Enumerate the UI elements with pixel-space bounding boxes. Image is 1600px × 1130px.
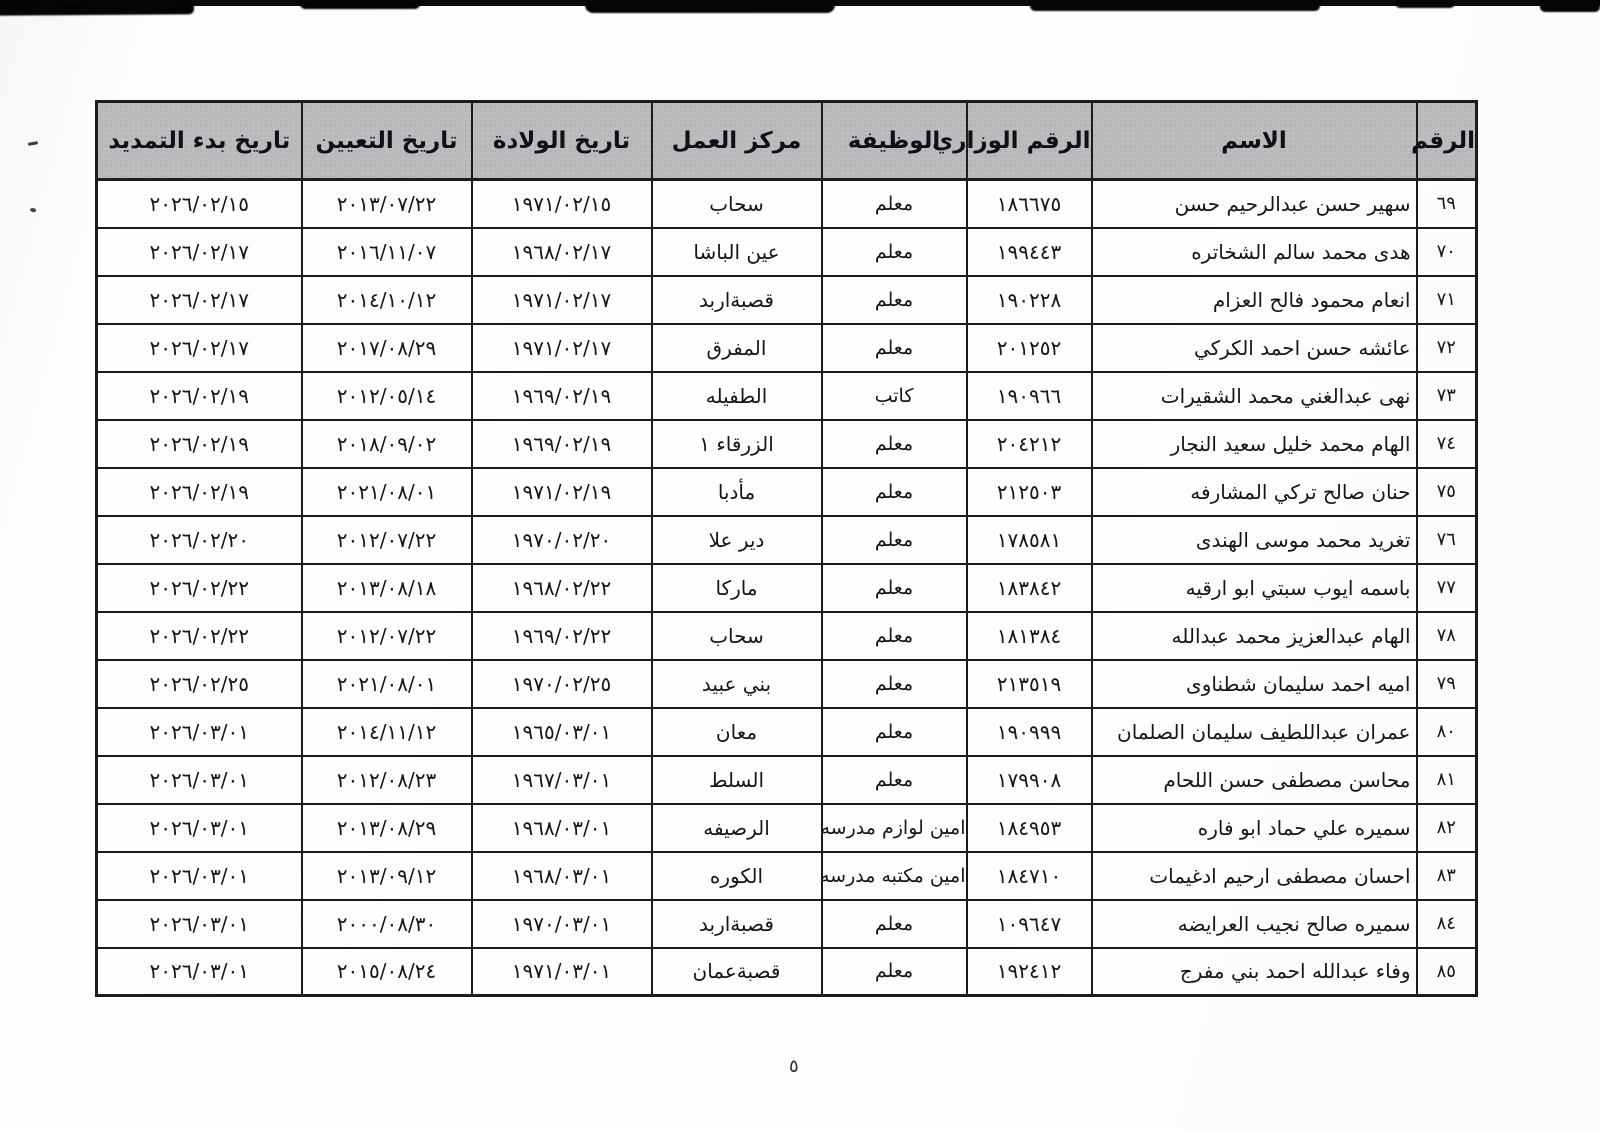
extension-date-cell: ٢٠٢٦/٠٣/٠١ [97,948,302,996]
name-cell: سميره صالح نجيب العرايضه [1092,900,1417,948]
job-cell: معلم [822,180,967,228]
work-center-cell: الرصيفه [652,804,822,852]
table-row [97,516,1477,564]
row-number-cell: ٧٢ [1417,324,1477,372]
header-job: الوظيفة [822,102,967,180]
birth-date-cell: ١٩٦٨/٠٢/١٧ [472,228,652,276]
table-header-row [97,102,1477,180]
appointment-date-cell: ٢٠١٦/١١/٠٧ [302,228,472,276]
appointment-date-cell: ٢٠١٣/٠٨/٢٩ [302,804,472,852]
work-center-cell: سحاب [652,180,822,228]
extension-date-cell: ٢٠٢٦/٠٢/١٩ [97,468,302,516]
birth-date-cell: ١٩٦٨/٠٣/٠١ [472,804,652,852]
extension-date-cell: ٢٠٢٦/٠٣/٠١ [97,900,302,948]
extension-date-cell: ٢٠٢٦/٠٢/١٩ [97,420,302,468]
extension-date-cell: ٢٠٢٦/٠٢/٢٠ [97,516,302,564]
extension-date-cell: ٢٠٢٦/٠٣/٠١ [97,852,302,900]
row-number-cell: ٧٨ [1417,612,1477,660]
table-row [97,900,1477,948]
name-cell: انعام محمود فالح العزام [1092,276,1417,324]
job-cell: معلم [822,564,967,612]
appointment-date-cell: ٢٠٠٠/٠٨/٣٠ [302,900,472,948]
table-row [97,324,1477,372]
ministry-number-cell: ١٩٠٢٢٨ [967,276,1092,324]
table-row [97,468,1477,516]
birth-date-cell: ١٩٦٨/٠٣/٠١ [472,852,652,900]
row-number-cell: ٧١ [1417,276,1477,324]
work-center-cell: قصبةاربد [652,276,822,324]
ministry-number-cell: ١٠٩٦٤٧ [967,900,1092,948]
extension-date-cell: ٢٠٢٦/٠٣/٠١ [97,756,302,804]
page-number: ٥ [789,1056,799,1077]
table-row [97,660,1477,708]
ministry-number-cell: ١٧٨٥٨١ [967,516,1092,564]
work-center-cell: معان [652,708,822,756]
name-cell: نهى عبدالغني محمد الشقيرات [1092,372,1417,420]
name-cell: حنان صالح تركي المشارفه [1092,468,1417,516]
birth-date-cell: ١٩٦٧/٠٣/٠١ [472,756,652,804]
birth-date-cell: ١٩٧٠/٠٢/٢٥ [472,660,652,708]
header-extension-date: تاريخ بدء التمديد [97,102,302,180]
ministry-number-cell: ١٨٤٧١٠ [967,852,1092,900]
appointment-date-cell: ٢٠١٢/٠٧/٢٢ [302,612,472,660]
appointment-date-cell: ٢٠١٤/١١/١٢ [302,708,472,756]
row-number-cell: ٨٤ [1417,900,1477,948]
birth-date-cell: ١٩٧١/٠٢/١٥ [472,180,652,228]
row-number-cell: ٨٣ [1417,852,1477,900]
ministry-number-cell: ٢٠١٢٥٢ [967,324,1092,372]
header-appointment-date: تاريخ التعيين [302,102,472,180]
appointment-date-cell: ٢٠١٧/٠٨/٢٩ [302,324,472,372]
birth-date-cell: ١٩٧١/٠٢/١٧ [472,276,652,324]
work-center-cell: عين الباشا [652,228,822,276]
extension-start-dates-table [95,100,1478,997]
row-number-cell: ٧٣ [1417,372,1477,420]
name-cell: الهام عبدالعزيز محمد عبدالله [1092,612,1417,660]
table-row [97,756,1477,804]
extension-date-cell: ٢٠٢٦/٠٢/٢٥ [97,660,302,708]
scan-blob [1395,0,1455,8]
birth-date-cell: ١٩٧١/٠٣/٠١ [472,948,652,996]
job-cell: امين لوازم مدرسه [822,804,967,852]
appointment-date-cell: ٢٠٢١/٠٨/٠١ [302,468,472,516]
appointment-date-cell: ٢٠١٨/٠٩/٠٢ [302,420,472,468]
ministry-number-cell: ١٨٦٦٧٥ [967,180,1092,228]
job-cell: معلم [822,756,967,804]
work-center-cell: السلط [652,756,822,804]
extension-date-cell: ٢٠٢٦/٠٣/٠١ [97,804,302,852]
job-cell: معلم [822,660,967,708]
name-cell: الهام محمد خليل سعيد النجار [1092,420,1417,468]
birth-date-cell: ١٩٦٩/٠٢/١٩ [472,372,652,420]
row-number-cell: ٨٠ [1417,708,1477,756]
birth-date-cell: ١٩٧١/٠٢/١٧ [472,324,652,372]
table-row [97,180,1477,228]
job-cell: معلم [822,276,967,324]
name-cell: باسمه ايوب سبتي ابو ارقيه [1092,564,1417,612]
job-cell: كاتب [822,372,967,420]
table-row [97,228,1477,276]
job-cell: معلم [822,708,967,756]
scan-blob [1030,0,1320,11]
job-cell: معلم [822,900,967,948]
appointment-date-cell: ٢٠٢١/٠٨/٠١ [302,660,472,708]
table-row [97,612,1477,660]
row-number-cell: ٧٥ [1417,468,1477,516]
scan-artifact-top-band [0,0,1600,6]
table-row [97,564,1477,612]
work-center-cell: مأدبا [652,468,822,516]
extension-date-cell: ٢٠٢٦/٠٢/٢٢ [97,564,302,612]
scan-blob [0,0,194,16]
appointment-date-cell: ٢٠١٣/٠٩/١٢ [302,852,472,900]
work-center-cell: قصبةاربد [652,900,822,948]
job-cell: معلم [822,228,967,276]
ministry-number-cell: ١٩٠٩٦٦ [967,372,1092,420]
appointment-date-cell: ٢٠١٣/٠٧/٢٢ [302,180,472,228]
appointment-date-cell: ٢٠١٢/٠٨/٢٣ [302,756,472,804]
row-number-cell: ٦٩ [1417,180,1477,228]
row-number-cell: ٧٩ [1417,660,1477,708]
job-cell: امين مكتبه مدرسه [822,852,967,900]
work-center-cell: دير علا [652,516,822,564]
work-center-cell: قصبةعمان [652,948,822,996]
appointment-date-cell: ٢٠١٣/٠٨/١٨ [302,564,472,612]
ministry-number-cell: ٢١٢٥٠٣ [967,468,1092,516]
birth-date-cell: ١٩٦٥/٠٣/٠١ [472,708,652,756]
table-row [97,948,1477,996]
ministry-number-cell: ١٩٠٩٩٩ [967,708,1092,756]
ministry-number-cell: ١٩٢٤١٢ [967,948,1092,996]
job-cell: معلم [822,468,967,516]
extension-date-cell: ٢٠٢٦/٠٢/١٥ [97,180,302,228]
name-cell: سهير حسن عبدالرحيم حسن [1092,180,1417,228]
header-work-center: مركز العمل [652,102,822,180]
birth-date-cell: ١٩٦٩/٠٢/١٩ [472,420,652,468]
work-center-cell: الزرقاء ١ [652,420,822,468]
birth-date-cell: ١٩٧١/٠٢/١٩ [472,468,652,516]
name-cell: تغريد محمد موسى الهندى [1092,516,1417,564]
ministry-number-cell: ١٨٤٩٥٣ [967,804,1092,852]
job-cell: معلم [822,516,967,564]
work-center-cell: سحاب [652,612,822,660]
table-body [97,180,1477,996]
margin-dot-mark [30,207,37,213]
birth-date-cell: ١٩٧٠/٠٣/٠١ [472,900,652,948]
row-number-cell: ٨٢ [1417,804,1477,852]
name-cell: احسان مصطفى ارحيم ادغيمات [1092,852,1417,900]
extension-date-cell: ٢٠٢٦/٠٢/١٩ [97,372,302,420]
ministry-number-cell: ١٧٩٩٠٨ [967,756,1092,804]
margin-dash-mark [28,141,38,146]
table-row [97,372,1477,420]
ministry-number-cell: ٢٠٤٢١٢ [967,420,1092,468]
row-number-cell: ٨١ [1417,756,1477,804]
ministry-number-cell: ١٨٣٨٤٢ [967,564,1092,612]
job-cell: معلم [822,324,967,372]
extension-date-cell: ٢٠٢٦/٠٢/٢٢ [97,612,302,660]
name-cell: سميره علي حماد ابو فاره [1092,804,1417,852]
header-birth-date: تاريخ الولادة [472,102,652,180]
extension-date-cell: ٢٠٢٦/٠٣/٠١ [97,708,302,756]
birth-date-cell: ١٩٦٩/٠٢/٢٢ [472,612,652,660]
appointment-date-cell: ٢٠١٥/٠٨/٢٤ [302,948,472,996]
header-ministry-number: الرقم الوزاري [967,102,1092,180]
extension-date-cell: ٢٠٢٦/٠٢/١٧ [97,228,302,276]
birth-date-cell: ١٩٧٠/٠٢/٢٠ [472,516,652,564]
header-number: الرقم [1417,102,1477,180]
work-center-cell: الطفيله [652,372,822,420]
table-row [97,804,1477,852]
extension-date-cell: ٢٠٢٦/٠٢/١٧ [97,324,302,372]
table-row [97,276,1477,324]
ministry-number-cell: ١٨١٣٨٤ [967,612,1092,660]
appointment-date-cell: ٢٠١٢/٠٧/٢٢ [302,516,472,564]
ministry-number-cell: ١٩٩٤٤٣ [967,228,1092,276]
job-cell: معلم [822,948,967,996]
row-number-cell: ٧٧ [1417,564,1477,612]
name-cell: اميه احمد سليمان شطناوى [1092,660,1417,708]
row-number-cell: ٧٠ [1417,228,1477,276]
row-number-cell: ٧٤ [1417,420,1477,468]
name-cell: وفاء عبدالله احمد بني مفرج [1092,948,1417,996]
job-cell: معلم [822,420,967,468]
work-center-cell: ماركا [652,564,822,612]
appointment-date-cell: ٢٠١٢/٠٥/١٤ [302,372,472,420]
name-cell: هدى محمد سالم الشخاتره [1092,228,1417,276]
extension-date-cell: ٢٠٢٦/٠٢/١٧ [97,276,302,324]
name-cell: عائشه حسن احمد الكركي [1092,324,1417,372]
table-row [97,708,1477,756]
scan-blob [1540,0,1600,12]
name-cell: عمران عبداللطيف سليمان الصلمان [1092,708,1417,756]
scan-blob [300,0,420,9]
work-center-cell: الكوره [652,852,822,900]
name-cell: محاسن مصطفى حسن اللحام [1092,756,1417,804]
row-number-cell: ٨٥ [1417,948,1477,996]
job-cell: معلم [822,612,967,660]
birth-date-cell: ١٩٦٨/٠٢/٢٢ [472,564,652,612]
work-center-cell: المفرق [652,324,822,372]
appointment-date-cell: ٢٠١٤/١٠/١٢ [302,276,472,324]
row-number-cell: ٧٦ [1417,516,1477,564]
scan-blob [585,0,835,13]
work-center-cell: بني عبيد [652,660,822,708]
header-name: الاسم [1092,102,1417,180]
table-row [97,852,1477,900]
ministry-number-cell: ٢١٣٥١٩ [967,660,1092,708]
table-row [97,420,1477,468]
